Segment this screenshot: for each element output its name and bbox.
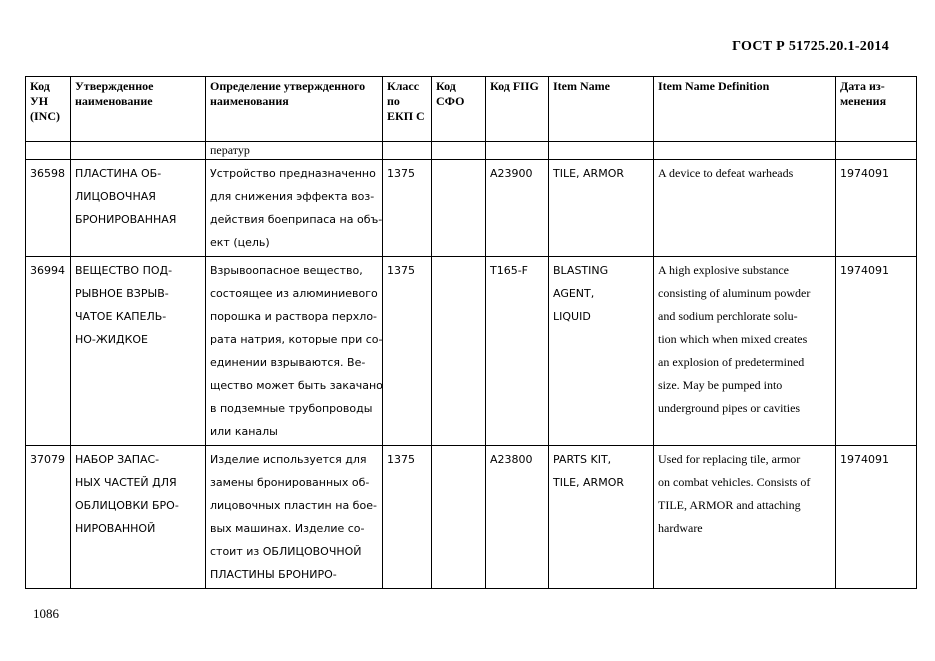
cell-definition-line: состоящее из алюминиевого xyxy=(210,287,378,300)
cell-item-definition-line: consisting of aluminum powder xyxy=(658,286,811,300)
cell-approved-name xyxy=(71,257,206,446)
cell-definition-line: действия боеприпаса на объ- xyxy=(210,213,383,226)
cell xyxy=(654,142,836,160)
cell-class: 1375 xyxy=(383,160,432,257)
document-code: ГОСТ Р 51725.20.1-2014 xyxy=(732,39,889,54)
cell-definition-line: замены бронированных об- xyxy=(210,476,370,489)
cell-item-name xyxy=(549,446,654,589)
cell xyxy=(26,142,71,160)
cell-approved-name-line: НО-ЖИДКОЕ xyxy=(75,333,148,346)
cell-item-definition xyxy=(654,446,836,589)
cell-approved-name-line: НИРОВАННОЙ xyxy=(75,522,156,535)
cell-approved-name-line: НАБОР ЗАПАС- xyxy=(75,453,160,466)
cell-sfo xyxy=(432,160,486,257)
cell-change-date: 1974091 xyxy=(836,160,917,257)
cell-item-definition-line: size. May be pumped into xyxy=(658,378,783,392)
cell-approved-name-line: ЛИЦОВОЧНАЯ xyxy=(75,190,156,203)
cell xyxy=(383,142,432,160)
cell-fiig: A23900 xyxy=(486,160,549,257)
cell-class: 1375 xyxy=(383,257,432,446)
cell-item-name-line: PARTS KIT, xyxy=(553,453,612,466)
table-row xyxy=(26,160,917,257)
col-header-item-name-definition: Item Name Definition xyxy=(654,77,836,142)
cell-item-definition-line: TILE, ARMOR and attaching xyxy=(658,498,801,512)
col-header-change-date: Дата из-менения xyxy=(836,77,917,142)
col-header-inc: Код УН (INC) xyxy=(26,77,71,142)
cell-inc: 37079 xyxy=(26,446,71,589)
cell-item-name-line: TILE, ARMOR xyxy=(553,167,624,180)
col-header-sfo: Код СФО xyxy=(432,77,486,142)
cell-class: 1375 xyxy=(383,446,432,589)
col-header-class: Класс по ЕКП С xyxy=(383,77,432,142)
cell-item-name-line: BLASTING xyxy=(553,264,609,277)
cell-definition-line: Изделие используется для xyxy=(210,453,367,466)
cell-change-date: 1974091 xyxy=(836,446,917,589)
cell-item-name xyxy=(549,257,654,446)
cell-definition-line: Взрывоопасное вещество, xyxy=(210,264,363,277)
cell-definition-line: лицовочных пластин на бое- xyxy=(210,499,377,512)
cell-definition-line: щество может быть закачано xyxy=(210,379,383,392)
cell-definition-line: в подземные трубопроводы xyxy=(210,402,373,415)
cell-item-definition-line: A device to defeat warheads xyxy=(658,166,794,180)
cell-definition-line: вых машинах. Изделие со- xyxy=(210,522,365,535)
cell-definition-line: порошка и раствора перхло- xyxy=(210,310,378,323)
cell-item-name-line: LIQUID xyxy=(553,310,591,323)
col-header-definition: Определение утвержденного наименования xyxy=(206,77,383,142)
cell-definition xyxy=(206,160,383,257)
table-row xyxy=(26,257,917,446)
cell xyxy=(432,142,486,160)
cell-item-name-line: AGENT, xyxy=(553,287,595,300)
cell-inc: 36994 xyxy=(26,257,71,446)
cell-item-definition-line: an explosion of predetermined xyxy=(658,355,805,369)
cell xyxy=(836,142,917,160)
cell xyxy=(549,142,654,160)
cell-definition xyxy=(206,446,383,589)
cell-definition-line: или каналы xyxy=(210,425,278,438)
cell-approved-name-line: ВЕЩЕСТВО ПОД- xyxy=(75,264,173,277)
cell-item-definition xyxy=(654,160,836,257)
catalog-table xyxy=(25,76,917,589)
cell-approved-name xyxy=(71,446,206,589)
table-header-row xyxy=(26,77,917,142)
cell-item-definition-line: Used for replacing tile, armor xyxy=(658,452,801,466)
cell xyxy=(71,142,206,160)
table-row xyxy=(26,446,917,589)
cell-definition-line: стоит из ОБЛИЦОВОЧНОЙ xyxy=(210,545,362,558)
cell-item-definition-line: tion which when mixed creates xyxy=(658,332,808,346)
cell-item-definition-line: underground pipes or cavities xyxy=(658,401,801,415)
cell-approved-name-line: НЫХ ЧАСТЕЙ ДЛЯ xyxy=(75,476,177,489)
cell-approved-name-line: БРОНИРОВАННАЯ xyxy=(75,213,177,226)
page-number: 1086 xyxy=(33,606,59,621)
cell-approved-name-line: ОБЛИЦОВКИ БРО- xyxy=(75,499,179,512)
cell-definition-continuation: ператур xyxy=(206,142,383,160)
cell-approved-name-line: РЫВНОЕ ВЗРЫВ- xyxy=(75,287,169,300)
cell-item-name-line: TILE, ARMOR xyxy=(553,476,624,489)
cell-definition xyxy=(206,257,383,446)
cell-fiig: A23800 xyxy=(486,446,549,589)
cell-inc: 36598 xyxy=(26,160,71,257)
col-header-item-name: Item Name xyxy=(549,77,654,142)
cell xyxy=(486,142,549,160)
cell-definition-line: ект (цель) xyxy=(210,236,270,249)
cell-definition-line: ПЛАСТИНЫ БРОНИРО- xyxy=(210,568,337,581)
col-header-approved-name: Утвержденное наименование xyxy=(71,77,206,142)
cell-definition-line: Устройство предназначенно xyxy=(210,167,376,180)
cell-change-date: 1974091 xyxy=(836,257,917,446)
cell-item-definition xyxy=(654,257,836,446)
cell-item-definition-line: and sodium perchlorate solu- xyxy=(658,309,798,323)
cell-sfo xyxy=(432,257,486,446)
cell-definition-line: для снижения эффекта воз- xyxy=(210,190,375,203)
cell-approved-name xyxy=(71,160,206,257)
cell-definition-line: рата натрия, которые при со- xyxy=(210,333,383,346)
cell-item-definition-line: hardware xyxy=(658,521,703,535)
continuation-row xyxy=(26,142,917,160)
cell-definition-line: единении взрываются. Ве- xyxy=(210,356,366,369)
cell-fiig: T165-F xyxy=(486,257,549,446)
cell-approved-name-line: ЧАТОЕ КАПЕЛЬ- xyxy=(75,310,167,323)
cell-approved-name-line: ПЛАСТИНА ОБ- xyxy=(75,167,162,180)
col-header-fiig: Код FIIG xyxy=(486,77,549,142)
cell-item-definition-line: A high explosive substance xyxy=(658,263,789,277)
cell-item-name xyxy=(549,160,654,257)
cell-sfo xyxy=(432,446,486,589)
cell-item-definition-line: on combat vehicles. Consists of xyxy=(658,475,811,489)
